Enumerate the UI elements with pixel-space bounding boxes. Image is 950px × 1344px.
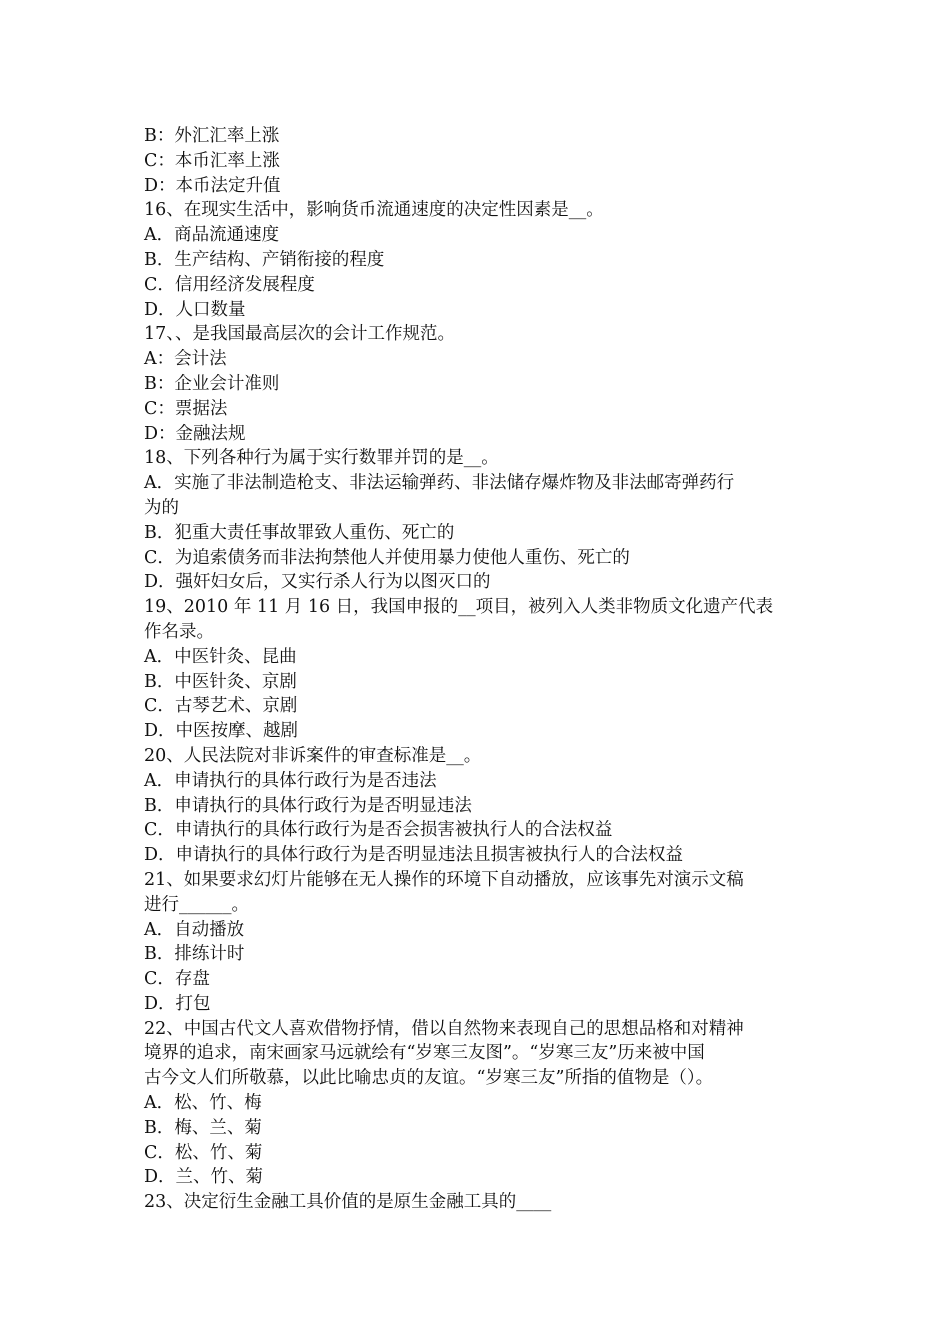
text-line: B．梅、兰、菊 — [144, 1117, 262, 1138]
question-21: 21、如果要求幻灯片能够在无人操作的环境下自动播放，应该事先对演示文稿 — [144, 869, 744, 890]
question-23: 23、决定衍生金融工具价值的是原生金融工具的____ — [144, 1192, 552, 1213]
text-line: 进行______。 — [144, 894, 249, 915]
question-18: 18、下列各种行为属于实行数罪并罚的是__。 — [144, 448, 499, 469]
text-line: 为的 — [144, 497, 179, 518]
text-line: C：本币汇率上涨 — [144, 150, 280, 171]
text-line: A．申请执行的具体行政行为是否违法 — [144, 770, 437, 791]
text-line: A．自动播放 — [144, 919, 245, 940]
text-line: C．存盘 — [144, 969, 210, 990]
text-line: 古今文人们所敬慕，以此比喻忠贞的友谊。“岁寒三友”所指的值物是（）。 — [144, 1068, 714, 1089]
text-line: D．申请执行的具体行政行为是否明显违法且损害被执行人的合法权益 — [144, 845, 684, 866]
text-line: 作名录。 — [144, 621, 214, 642]
text-line: B．申请执行的具体行政行为是否明显违法 — [144, 795, 472, 816]
document-body — [144, 124, 814, 1215]
text-line: C．松、竹、菊 — [144, 1142, 263, 1163]
text-line: D．打包 — [144, 993, 211, 1014]
text-line: C．信用经济发展程度 — [144, 274, 315, 295]
text-line: D．强奸妇女后，又实行杀人行为以图灭口的 — [144, 572, 491, 593]
text-line: B：外汇汇率上涨 — [144, 126, 280, 146]
question-17: 17、、是我国最高层次的会计工作规范。 — [144, 324, 456, 345]
text-line: A．商品流通速度 — [144, 225, 280, 246]
text-line: B．排练计时 — [144, 944, 245, 965]
text-line: B．犯重大责任事故罪致人重伤、死亡的 — [144, 522, 455, 543]
text-line: A．松、竹、梅 — [144, 1093, 262, 1114]
text-line: B：企业会计准则 — [144, 373, 280, 394]
text-line: D．人口数量 — [144, 299, 246, 320]
text-line: C．古琴艺术、京剧 — [144, 696, 298, 717]
text-line: D．兰、竹、菊 — [144, 1167, 264, 1188]
text-line: A．实施了非法制造枪支、非法运输弹药、非法储存爆炸物及非法邮寄弹药行 — [144, 473, 735, 494]
question-22: 22、中国古代文人喜欢借物抒情，借以自然物来表现自己的思想品格和对精神 — [144, 1018, 744, 1039]
text-line: C．申请执行的具体行政行为是否会损害被执行人的合法权益 — [144, 820, 613, 841]
text-line: 境界的追求，南宋画家马远就绘有“岁寒三友图”。“岁寒三友”历来被中国 — [144, 1043, 705, 1064]
text-line: D：本币法定升值 — [144, 175, 281, 196]
text-line: A：会计法 — [144, 349, 227, 370]
text-line: D：金融法规 — [144, 423, 246, 444]
text-line: A．中医针灸、昆曲 — [144, 646, 297, 667]
question-20: 20、人民法院对非诉案件的审查标准是__。 — [144, 745, 482, 766]
text-line: B．生产结构、产销衔接的程度 — [144, 249, 385, 270]
text-line: C．为追索债务而非法拘禁他人并使用暴力使他人重伤、死亡的 — [144, 547, 630, 568]
text-line: B．中医针灸、京剧 — [144, 671, 297, 692]
text-line: D．中医按摩、越剧 — [144, 721, 299, 742]
question-19: 19、2010 年 11 月 16 日，我国申报的__项目，被列入人类非物质文化遗产代表 — [144, 597, 774, 618]
text-line: C：票据法 — [144, 398, 228, 419]
question-16: 16、在现实生活中，影响货币流通速度的决定性因素是__。 — [144, 200, 604, 221]
